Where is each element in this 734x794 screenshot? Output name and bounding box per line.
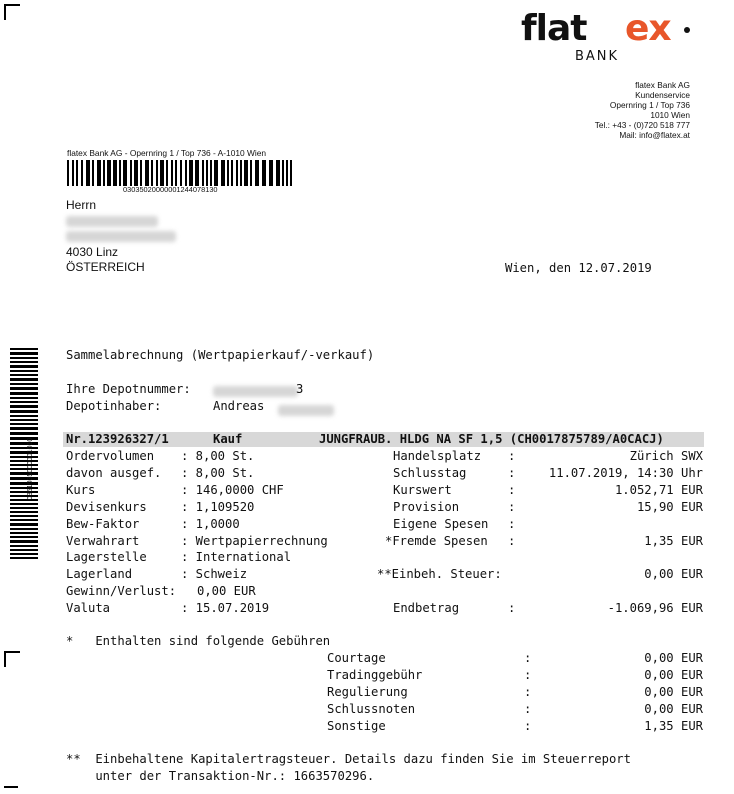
barcode-bar: [10, 401, 38, 403]
fee-separator: :: [524, 651, 532, 665]
detail-amount: 0,00 EUR: [644, 567, 703, 582]
detail-value: : Wertpapierrechnung: [181, 533, 328, 548]
detail-value: : 146,0000 CHF: [181, 482, 284, 497]
barcode-bar: [10, 545, 38, 547]
barcode-bar: [160, 160, 164, 186]
order-type: Kauf: [213, 432, 243, 446]
detail-amount: [500, 516, 703, 532]
detail-label: Gewinn/Verlust:: [66, 584, 177, 599]
depot-number-suffix: 3: [296, 382, 304, 396]
barcode-bar: [10, 503, 38, 505]
bank-address: flatex Bank AG Kundenservice Opernring 1 / Top 736 1010 Wien Tel.: +43 - (0)720 518 777 Mail: info@flatex.at: [594, 80, 690, 140]
barcode-bar: [107, 160, 111, 186]
fee-label: Regulierung: [327, 685, 408, 699]
detail-label: Handelsplatz: [393, 449, 482, 463]
barcode-bar: [10, 352, 38, 355]
barcode-bar: [103, 160, 105, 186]
detail-label: *Fremde Spesen: [385, 533, 488, 548]
fee-amount: 0,00 EUR: [644, 668, 703, 682]
recipient-country: ÖSTERREICH: [66, 260, 145, 274]
fee-amount: 0,00 EUR: [644, 651, 703, 665]
barcode-bar: [76, 160, 78, 186]
sender-line: flatex Bank AG - Opernring 1 / Top 736 - A-1010 Wien: [67, 148, 267, 158]
detail-separator: :: [508, 449, 516, 463]
barcode-bar: [67, 160, 69, 186]
detail-amount: Zürich SWX: [629, 449, 703, 463]
barcode-bar: [145, 160, 149, 186]
detail-label: Kurswert: [393, 482, 452, 497]
barcode-bar: [231, 160, 233, 186]
depot-number-label: Ihre Depotnummer:: [66, 382, 191, 396]
fee-amount: 1,35 EUR: [644, 719, 703, 733]
barcode-bar: [113, 160, 117, 186]
barcode-bar: [10, 532, 38, 534]
detail-label: Valuta: [66, 601, 111, 616]
place-date: Wien, den 12.07.2019: [505, 261, 652, 275]
barcode-bar: [10, 523, 38, 526]
recipient-address: [66, 198, 176, 276]
barcode-bar: [10, 415, 38, 417]
barcode-bar: [10, 423, 38, 425]
recipient-city: 4030 Linz: [66, 244, 119, 259]
barcode-bar: [10, 365, 38, 368]
fee-label: Courtage: [327, 651, 386, 665]
fee-label: Sonstige: [327, 719, 386, 733]
barcode-bar: [130, 160, 132, 186]
barcode-bar: [123, 160, 127, 186]
corner-mark-middle-left: [4, 651, 20, 667]
detail-separator: :: [508, 465, 516, 480]
barcode-bar: [81, 160, 83, 186]
detail-value: : 1,109520: [181, 499, 255, 514]
barcode-bar: [202, 160, 204, 186]
detail-separator: :: [508, 533, 516, 548]
detail-amount: [500, 583, 703, 599]
recipient-name-redacted: [66, 214, 176, 230]
detail-amount: 1,35 EUR: [644, 533, 703, 548]
barcode-bar: [214, 160, 218, 186]
barcode-bar: [236, 160, 238, 186]
barcode-bar: [10, 419, 38, 421]
barcode-bar: [10, 357, 38, 359]
corner-mark-bottom-left: [4, 786, 18, 794]
barcode-bar: [10, 557, 38, 559]
barcode-bar: [276, 160, 280, 186]
barcode-bar: [72, 160, 74, 186]
horizontal-barcode: [67, 160, 292, 186]
barcode-bar: [10, 553, 38, 555]
svg-text:BANK: BANK: [575, 49, 620, 64]
fee-separator: :: [524, 668, 532, 682]
barcode-bar: [210, 160, 212, 186]
barcode-bar: [151, 160, 153, 186]
tax-note-line-1: ** Einbehaltene Kapitalertragsteuer. Details dazu finden Sie im Steuerreport: [66, 752, 631, 766]
barcode-bar: [10, 397, 38, 399]
barcode-bar: [10, 410, 38, 413]
detail-value: : 8,00 St.: [181, 449, 255, 463]
svg-text:ex: ex: [625, 8, 671, 49]
corner-mark-top-left: [4, 4, 20, 20]
barcode-bar: [10, 374, 38, 376]
depot-owner-last-redacted: [278, 401, 334, 419]
barcode-bar: [92, 160, 94, 186]
barcode-bar: [10, 348, 38, 350]
detail-label: davon ausgef.: [66, 465, 162, 480]
barcode-bar: [10, 383, 38, 385]
detail-amount: 1.052,71 EUR: [614, 482, 703, 497]
detail-separator: :: [508, 601, 516, 616]
detail-value: : 1,0000: [181, 516, 240, 531]
barcode-bar: [10, 528, 38, 530]
barcode-bar: [119, 160, 121, 186]
barcode-bar: [10, 540, 38, 543]
detail-amount: 11.07.2019, 14:30 Uhr: [548, 465, 703, 480]
depot-owner-first-name: Andreas: [213, 399, 265, 413]
svg-text:flat: flat: [521, 8, 587, 49]
detail-label: Devisenkurs: [66, 499, 147, 514]
detail-value: : 15.07.2019: [181, 601, 270, 616]
depot-owner-label: Depotinhaber:: [66, 399, 162, 413]
barcode-bar: [269, 160, 273, 186]
barcode-bar: [10, 387, 38, 390]
fee-label: Schlussnoten: [327, 702, 416, 716]
barcode-bar: [10, 392, 38, 395]
barcode-bar: [10, 405, 38, 408]
barcode-bar: [156, 160, 158, 186]
detail-value: : International: [181, 550, 292, 565]
fee-separator: :: [524, 719, 532, 733]
detail-separator: :: [508, 482, 516, 497]
fee-amount: 0,00 EUR: [644, 685, 703, 699]
barcode-bar: [244, 160, 248, 186]
barcode-bar: [10, 536, 38, 538]
tax-note-line-2: unter der Transaktion-Nr.: 1663570296.: [66, 769, 375, 783]
detail-label: Lagerland: [66, 567, 133, 582]
barcode-bar: [250, 160, 252, 186]
barcode-bar: [262, 160, 266, 186]
detail-value: 0,00 EUR: [197, 584, 256, 599]
barcode-bar: [290, 160, 292, 186]
fee-separator: :: [524, 702, 532, 716]
barcode-bar: [175, 160, 177, 186]
detail-label: Ordervolumen: [66, 449, 155, 463]
barcode-bar: [166, 160, 168, 186]
barcode-bar: [10, 549, 38, 551]
barcode-bar: [255, 160, 259, 186]
detail-amount: -1.069,96 EUR: [607, 601, 703, 616]
barcode-bar: [10, 370, 38, 372]
barcode-bar: [185, 160, 187, 186]
barcode-bar: [10, 515, 38, 517]
barcode-bar: [206, 160, 208, 186]
barcode-bar: [227, 160, 229, 186]
barcode-bar: [10, 519, 38, 521]
detail-label: Bew-Faktor: [66, 516, 140, 531]
barcode-bar: [86, 160, 90, 186]
detail-value: : 8,00 St.: [181, 465, 255, 480]
barcode-bar: [134, 160, 138, 186]
detail-amount: 15,90 EUR: [636, 499, 703, 514]
detail-label: Provision: [393, 499, 460, 514]
barcode-bar: [10, 432, 38, 435]
fee-separator: :: [524, 685, 532, 699]
detail-label: **Einbeh. Steuer:: [377, 567, 502, 582]
barcode-bar: [180, 160, 182, 186]
detail-label: Verwahrart: [66, 533, 140, 548]
barcode-bar: [10, 507, 38, 509]
recipient-salutation: Herrn: [66, 198, 97, 212]
detail-separator: :: [508, 499, 516, 514]
barcode-bar: [221, 160, 225, 186]
barcode-bar: [189, 160, 193, 186]
fee-amount: 0,00 EUR: [644, 702, 703, 716]
barcode-bar: [171, 160, 173, 186]
detail-separator: :: [508, 516, 516, 531]
detail-label: Endbetrag: [393, 601, 460, 616]
barcode-bar: [97, 160, 101, 186]
flatex-bank-logo: [519, 8, 694, 64]
document-title: Sammelabrechnung (Wertpapierkauf/-verkauf): [66, 348, 375, 362]
detail-label: Lagerstelle: [66, 550, 147, 565]
recipient-street-redacted: [66, 229, 176, 245]
order-number: Nr.123926327/1: [66, 432, 169, 446]
barcode-bar: [140, 160, 142, 186]
fee-label: Tradinggebühr: [327, 668, 423, 682]
fees-note: * Enthalten sind folgende Gebühren: [66, 634, 331, 648]
barcode-bar: [10, 361, 38, 363]
order-security: JUNGFRAUB. HLDG NA SF 1,5 (CH0017875789/A0CACJ): [319, 432, 664, 446]
detail-amount: [500, 549, 703, 565]
barcode-bar: [195, 160, 199, 186]
detail-value: : Schweiz: [181, 567, 248, 582]
barcode-bar: [10, 427, 38, 430]
detail-label: Kurs: [66, 482, 96, 497]
barcode-number: 03035020000001244078130: [123, 185, 218, 194]
detail-label: Eigene Spesen: [393, 516, 489, 531]
barcode-bar: [286, 160, 288, 186]
barcode-bar: [240, 160, 242, 186]
detail-label: Schlusstag: [393, 465, 467, 480]
barcode-bar: [10, 378, 38, 381]
barcode-bar: [282, 160, 284, 186]
vertical-barcode-number: 0351035000001010: [27, 437, 34, 500]
barcode-bar: [10, 511, 38, 513]
